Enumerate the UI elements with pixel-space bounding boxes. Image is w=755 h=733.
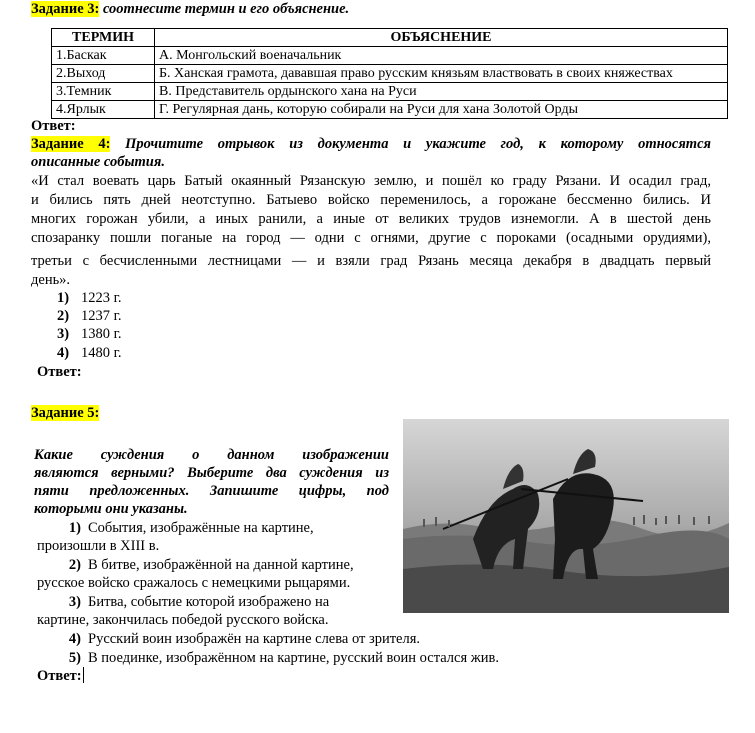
expl-cell: А. Монгольский военачальник	[155, 47, 728, 65]
excerpt-line: «И стал воевать царь Батый окаянный Рязанскую землю, и пошёл ко граду Рязани. И осадил град,	[31, 173, 711, 189]
terms-table	[51, 28, 728, 119]
task5-heading	[31, 404, 99, 422]
task5-answer-field[interactable]	[37, 667, 84, 685]
expl-cell: Б. Ханская грамота, дававшая право русским князьям властвовать в своих княжествах	[155, 65, 728, 83]
document-excerpt	[31, 172, 711, 289]
task5-prompt: Какие суждения о данном изображении являются верными? Выберите два суждения из пяти предложенных. Запишите цифры, под которыми они указаны.	[34, 447, 389, 517]
table-row	[52, 65, 728, 83]
battle-painting-image	[403, 419, 729, 613]
table-row	[52, 47, 728, 65]
excerpt-line: спозаранку пошли поганые на город — одни с огнями, другие с пороками (осадными орудиями),	[31, 230, 711, 246]
statement-item: 3) Битва, событие которой изображено на картине, закончилась победой русского войска.	[37, 594, 330, 628]
text-cursor	[83, 667, 84, 683]
option-item: 3) 1380 г.	[57, 326, 122, 342]
option-item: 4) 1480 г.	[57, 345, 122, 361]
term-cell: 1.Баскак	[52, 47, 155, 65]
statement-item: 1) События, изображённые на картине, произошли в XIII в.	[37, 520, 314, 554]
excerpt-line: день».	[31, 272, 71, 288]
option-item: 2) 1237 г.	[57, 308, 122, 324]
task3-answer[interactable]: Ответ:	[31, 118, 76, 134]
task3-heading	[31, 0, 349, 18]
statement-item: 5) В поединке, изображённом на картине, русский воин остался жив.	[68, 650, 499, 666]
table-row	[52, 101, 728, 119]
task5-label: Задание 5:	[31, 405, 100, 421]
task4-heading	[31, 135, 711, 153]
term-cell: 3.Темник	[52, 83, 155, 101]
battle-painting	[403, 419, 729, 613]
task3-label: Задание 3:	[31, 1, 100, 17]
excerpt-line: третьи с бесчисленными лестницами — и взяли град Рязань месяца декабря в двадцать первый	[31, 253, 711, 269]
excerpt-line: многих горожан убили, а иных ранили, а иные от великих трудов изнемогли. А в шестой день	[31, 211, 711, 227]
term-cell: 4.Ярлык	[52, 101, 155, 119]
expl-cell: Г. Регулярная дань, которую собирали на Руси для хана Золотой Орды	[155, 101, 728, 119]
task4-label: Задание 4:	[31, 136, 111, 152]
task5-answer: Ответ:	[37, 668, 82, 684]
statement-item: 2) В битве, изображённой на данной картине, русское войско сражалось с немецкими рыцарями.	[37, 557, 354, 591]
task4-prompt: Прочитите отрывок из документа и укажите год, к которому относятся	[125, 136, 711, 152]
task4-prompt-cont: описанные события.	[31, 154, 165, 170]
option-item: 1) 1223 г.	[57, 290, 122, 306]
excerpt-line: и бились пять дней неотступно. Батыево войско переменилось, а горожане бессменно бились. И	[31, 192, 711, 208]
table-header-row	[52, 29, 728, 47]
statement-item: 4) Русский воин изображён на картине слева от зрителя.	[68, 631, 421, 647]
col-term-header: ТЕРМИН	[52, 29, 155, 47]
expl-cell: В. Представитель ордынского хана на Руси	[155, 83, 728, 101]
table-row	[52, 83, 728, 101]
task4-answer[interactable]: Ответ:	[37, 364, 82, 380]
col-expl-header: ОБЪЯСНЕНИЕ	[155, 29, 728, 47]
task3-prompt: соотнесите термин и его объяснение.	[99, 1, 350, 17]
term-cell: 2.Выход	[52, 65, 155, 83]
